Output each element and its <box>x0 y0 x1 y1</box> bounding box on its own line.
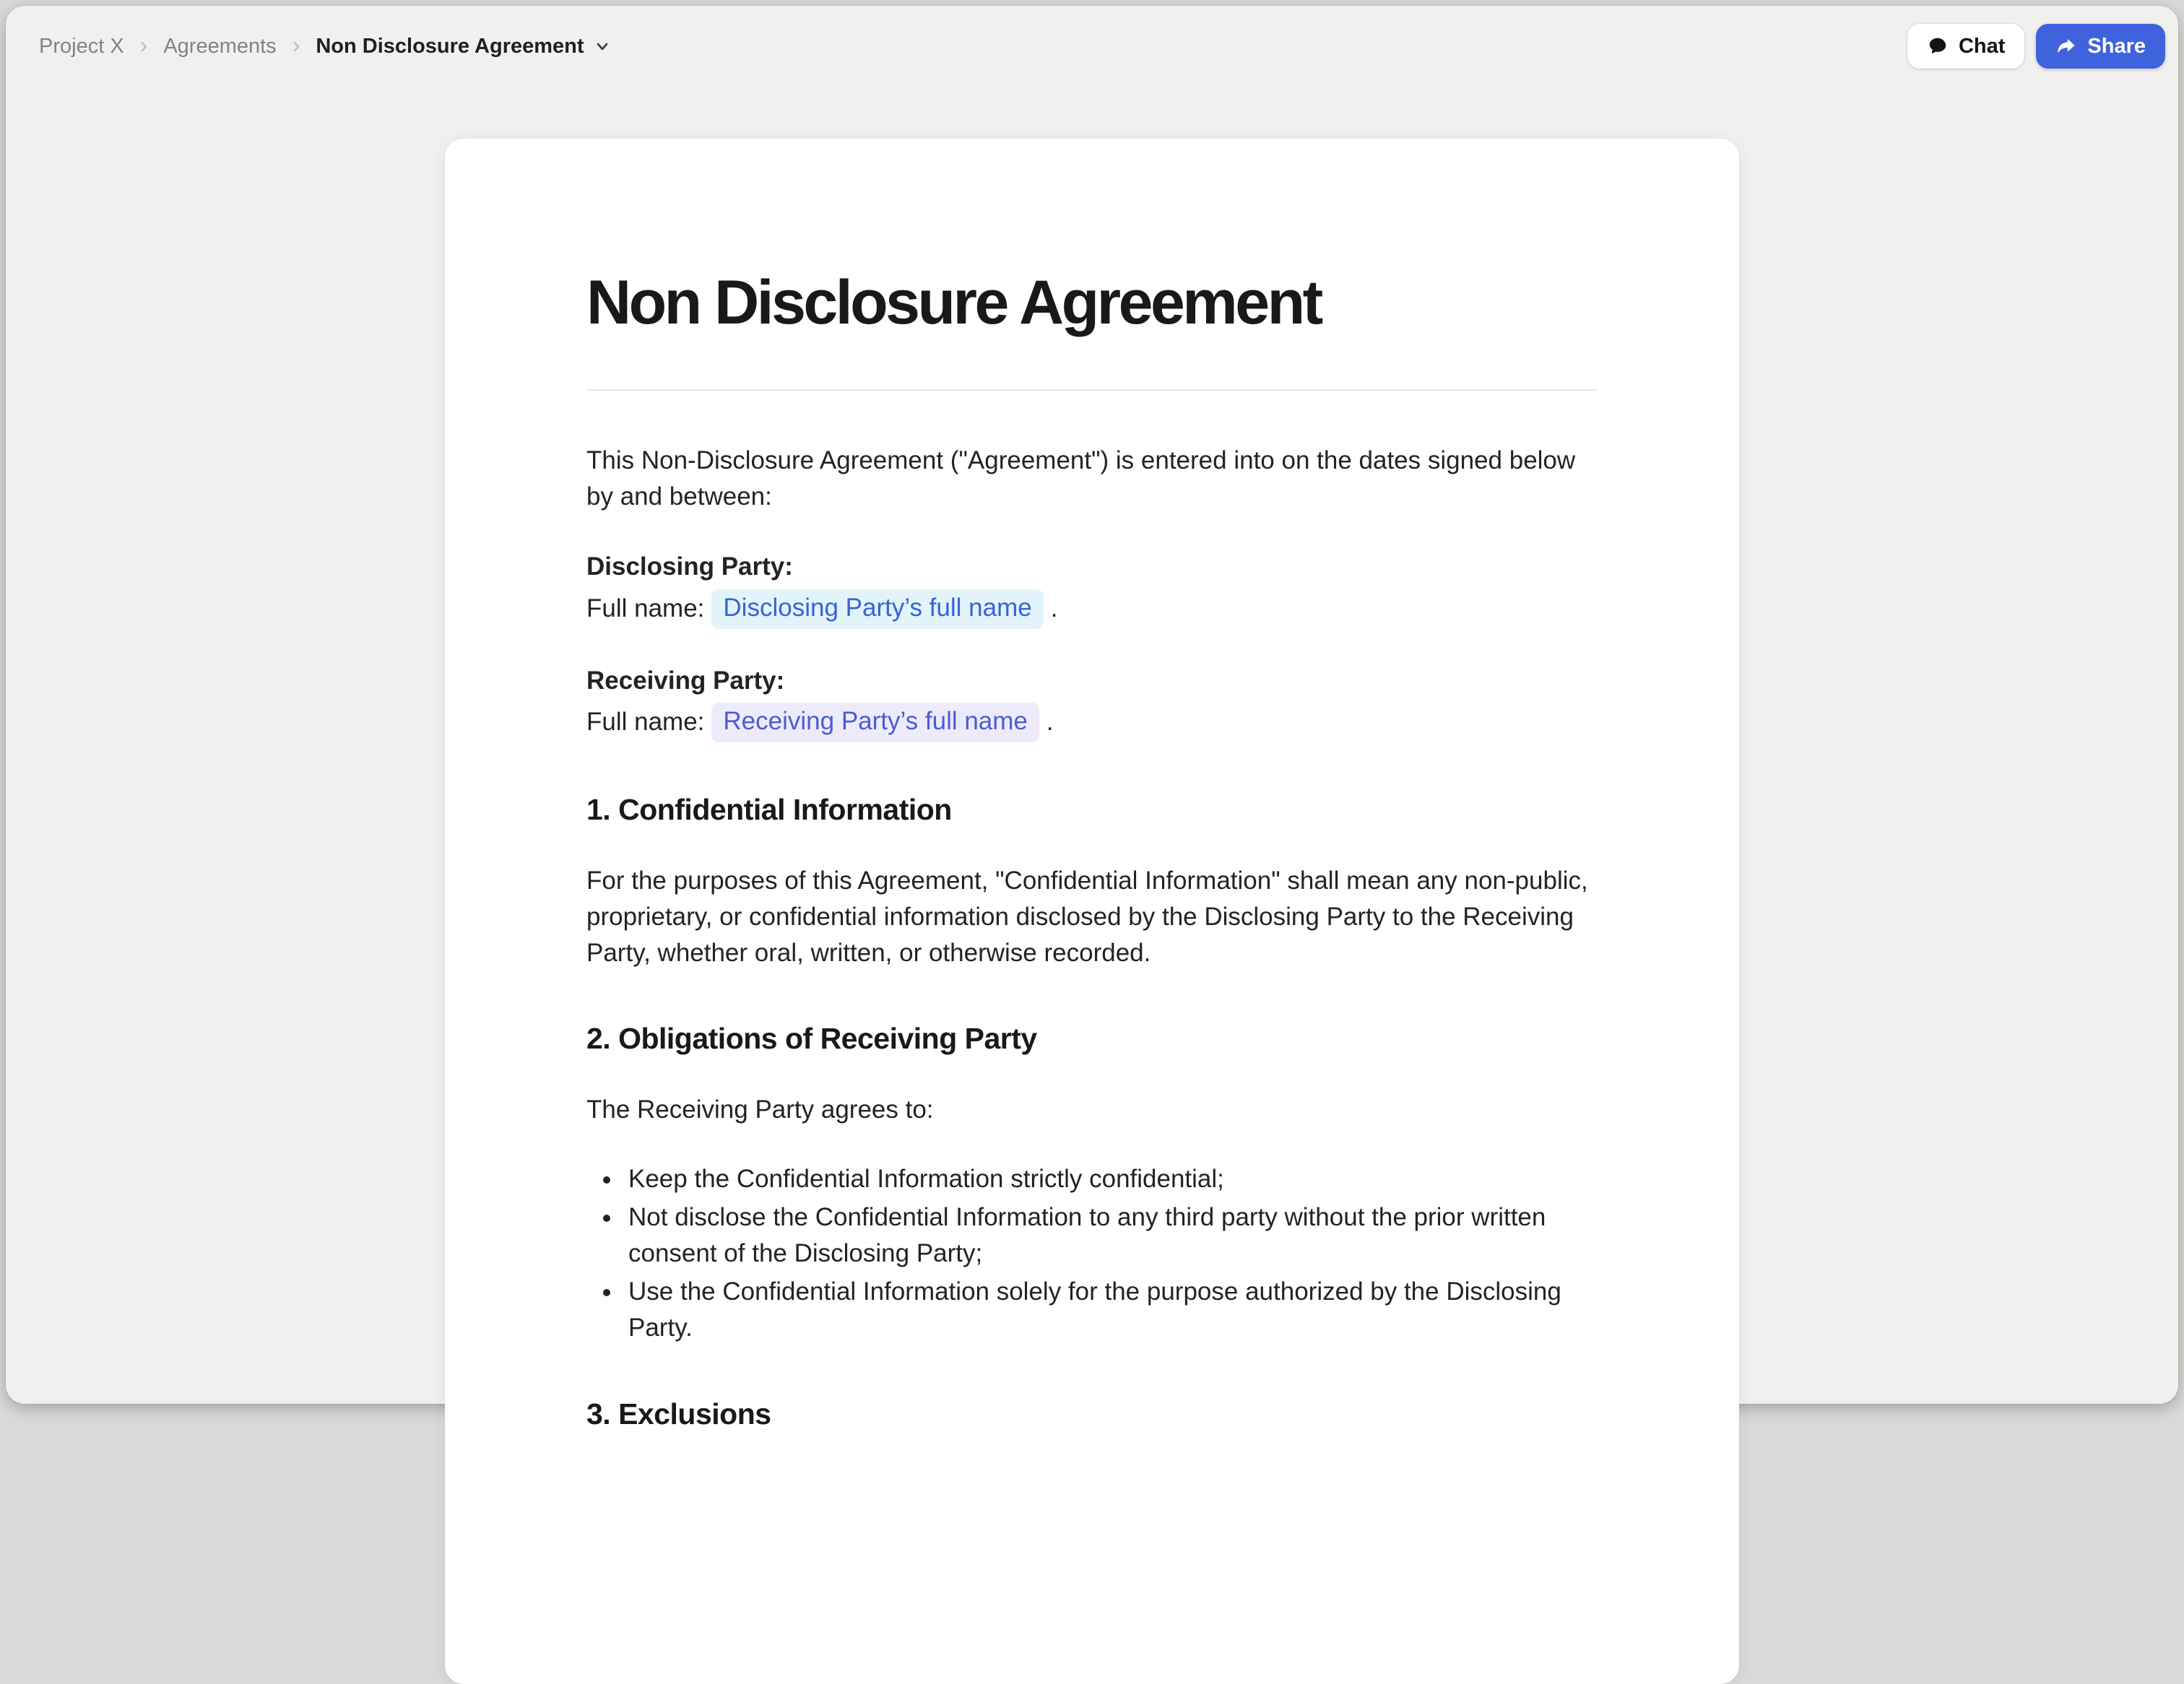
list-item: • Keep the Confidential Information strictly confidential; <box>623 1161 1598 1197</box>
intro-paragraph: This Non-Disclosure Agreement ("Agreement") is entered into on the dates signed below by and between: <box>586 446 1576 511</box>
breadcrumb-item-agreements[interactable]: Agreements <box>163 34 277 58</box>
breadcrumb-current-page[interactable] <box>316 35 611 58</box>
receiving-party-label: Receiving Party: <box>586 666 785 695</box>
breadcrumb <box>39 32 612 58</box>
receiving-party-fullname-line <box>586 703 1598 742</box>
sentence-period: . <box>1046 708 1054 737</box>
chat-button[interactable] <box>1907 24 2024 69</box>
section-heading-exclusions: 3. Exclusions <box>586 1397 771 1431</box>
full-name-label: Full name: <box>586 708 705 737</box>
section-paragraph: The Receiving Party agrees to: <box>586 1095 934 1124</box>
chat-bubble-icon <box>1927 35 1949 57</box>
breadcrumb-separator-icon: › <box>292 32 300 58</box>
share-button[interactable] <box>2036 24 2165 69</box>
top-bar <box>6 6 2178 87</box>
full-name-label: Full name: <box>586 594 705 622</box>
title-divider <box>586 389 1598 391</box>
section-heading-obligations: 2. Obligations of Receiving Party <box>586 1022 1037 1056</box>
list-item: • Not disclose the Confidential Information to any third party without the prior written consent of the Disclosing Party; <box>623 1199 1598 1272</box>
chat-button-label: Chat <box>1958 34 2006 58</box>
document-title: Non Disclosure Agreement <box>586 268 1321 337</box>
receiving-party-block <box>586 662 1598 743</box>
disclosing-party-block <box>586 548 1598 629</box>
list-item: • Use the Confidential Information solely for the purpose authorized by the Disclosing Party. <box>623 1274 1598 1346</box>
obligations-bullet-list <box>586 1161 1598 1346</box>
section-paragraph: For the purposes of this Agreement, "Confidential Information" shall mean any non-public, proprietary, or confidential information disclosed by the Disclosing Party to the Receiving Party, whether oral, written, or otherwise recorded. <box>586 867 1588 968</box>
disclosing-party-name-field[interactable]: Disclosing Party’s full name <box>711 589 1043 629</box>
chevron-down-icon[interactable] <box>593 37 612 56</box>
document-card <box>445 139 1739 1684</box>
page-title-breadcrumb-label: Non Disclosure Agreement <box>316 34 584 58</box>
receiving-party-name-field[interactable]: Receiving Party’s full name <box>711 703 1039 742</box>
sentence-period: . <box>1050 594 1058 622</box>
breadcrumb-item-project-x[interactable]: Project X <box>39 34 124 58</box>
section-heading-confidential-information: 1. Confidential Information <box>586 793 952 827</box>
app-window <box>6 6 2178 1431</box>
breadcrumb-separator-icon: › <box>139 32 148 58</box>
disclosing-party-fullname-line <box>586 589 1598 629</box>
toolbar-actions <box>1907 24 2165 69</box>
share-button-label: Share <box>2087 34 2146 58</box>
disclosing-party-label: Disclosing Party: <box>586 552 793 581</box>
share-arrow-icon <box>2055 35 2077 57</box>
